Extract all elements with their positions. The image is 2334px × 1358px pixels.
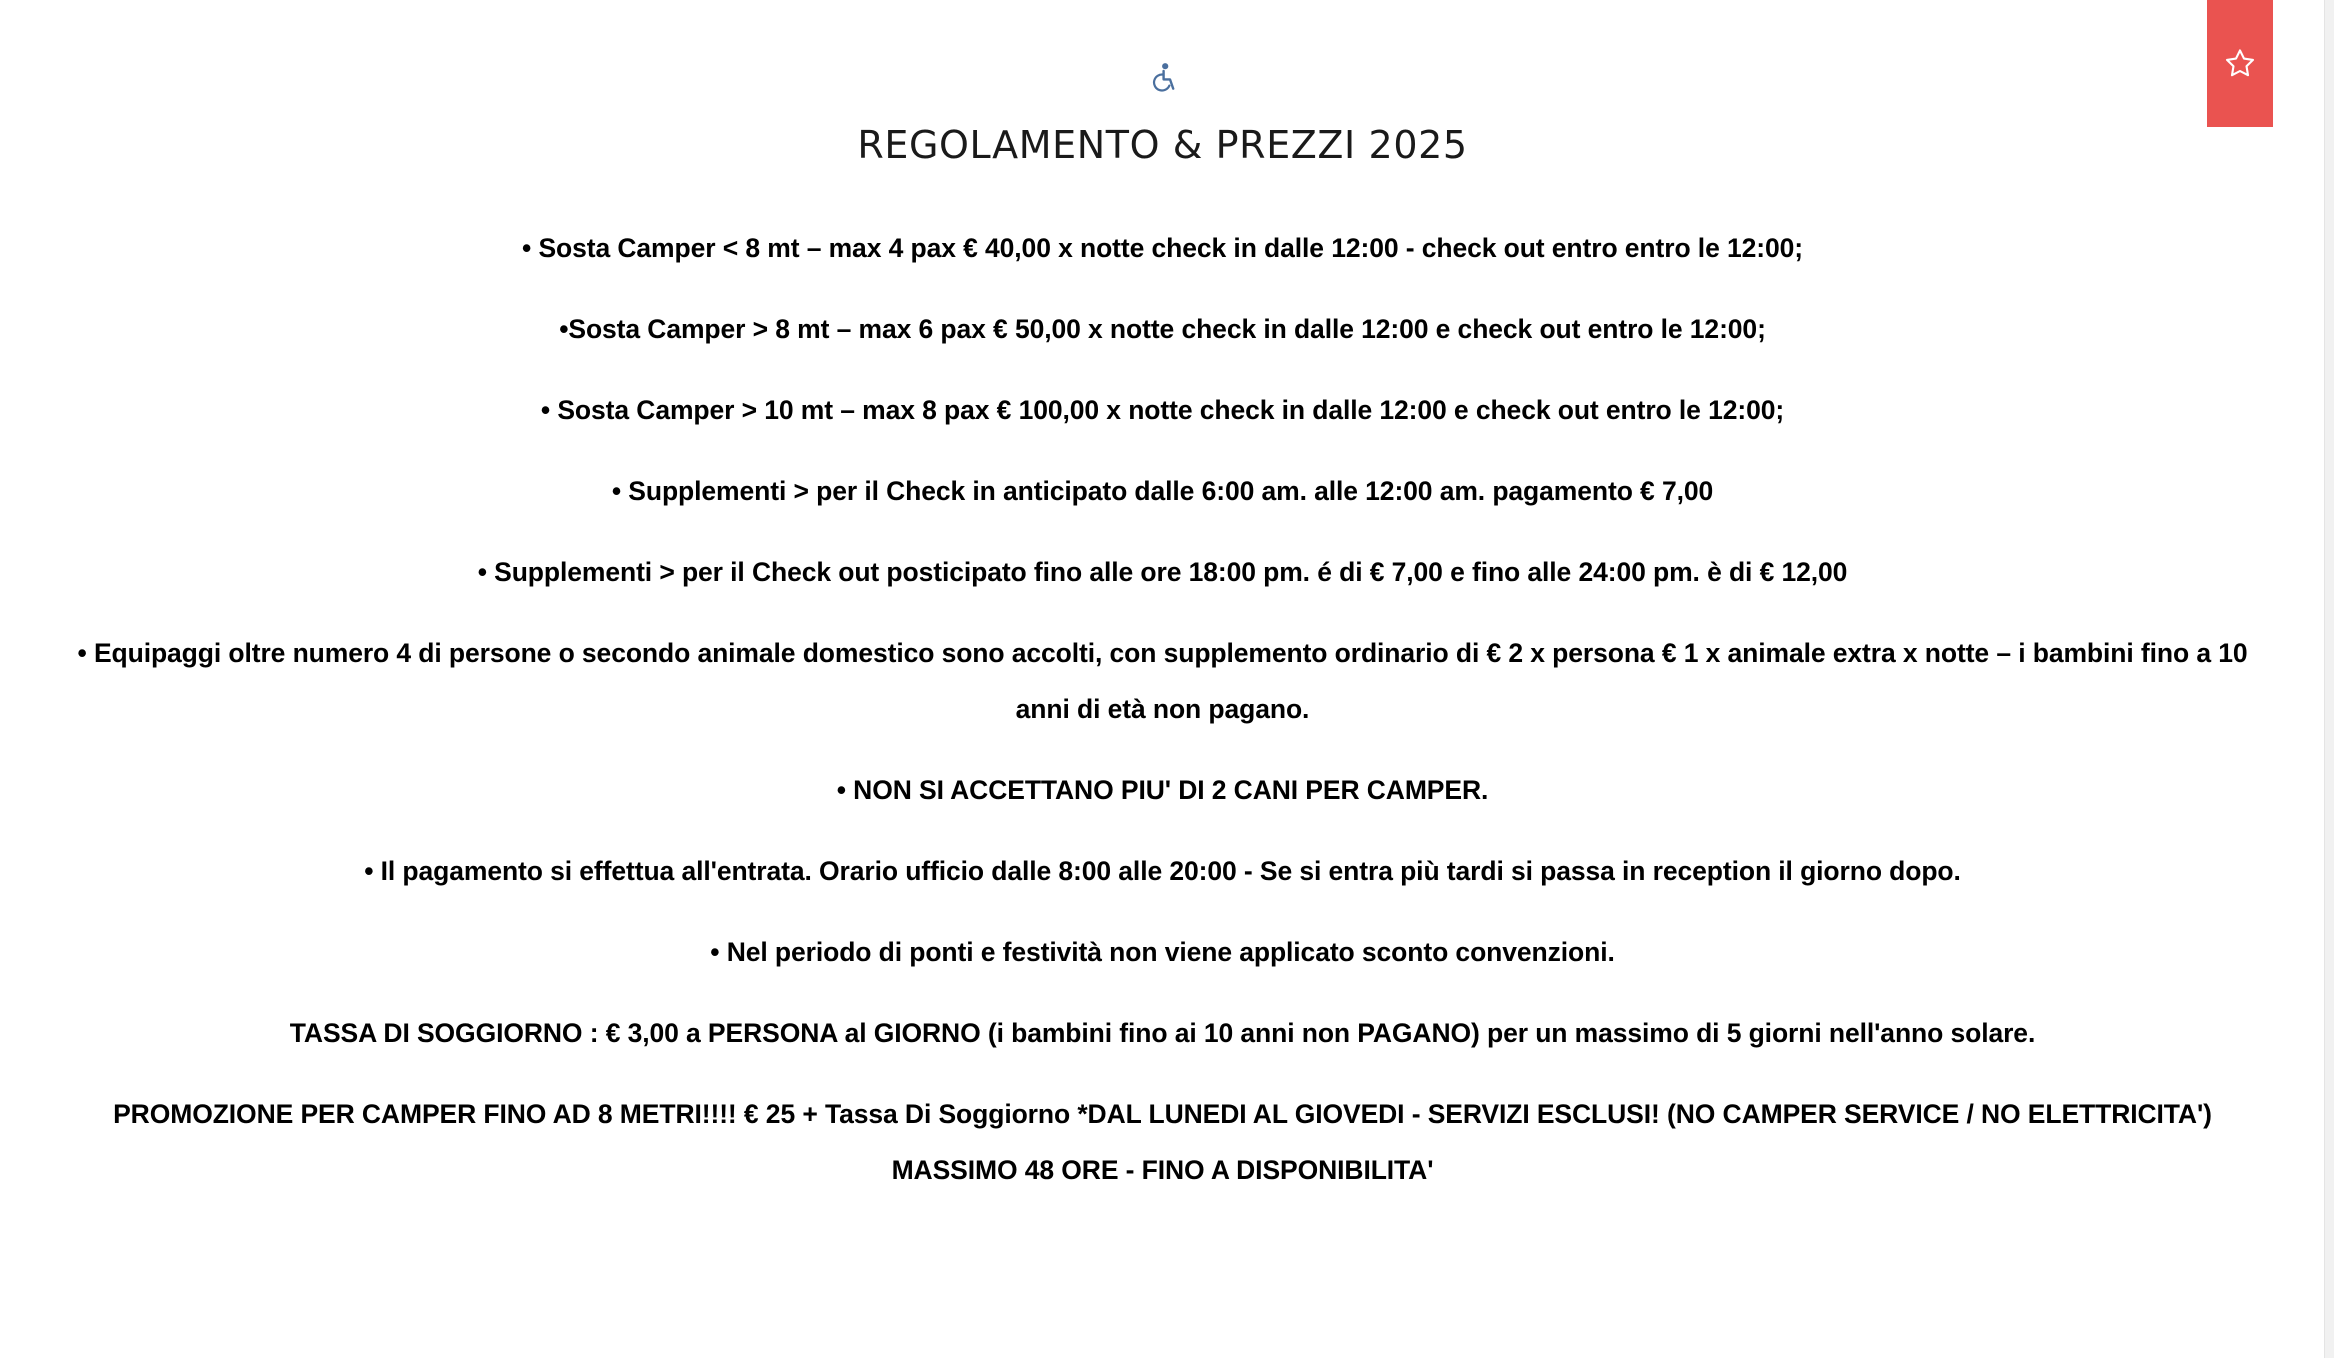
rule-line: PROMOZIONE PER CAMPER FINO AD 8 METRI!!!! € 25 + Tassa Di Soggiorno *DAL LUNEDI AL GIOVEDI - SERVIZI ESCLUSI! (NO CAMPER SERVICE / NO ELETTRICITA') MASSIMO 48 ORE - FINO A DISPONIBILITA' — [113, 1098, 2212, 1185]
rule-line: • Sosta Camper < 8 mt – max 4 pax € 40,00 x notte check in dalle 12:00 - check out entro entro le 12:00; — [522, 232, 1803, 263]
rule-line: • NON SI ACCETTANO PIU' DI 2 CANI PER CAMPER. — [836, 774, 1489, 805]
rule-line: • Supplementi > per il Check out posticipato fino alle ore 18:00 pm. é di € 7,00 e fino alle 24:00 pm. è di € 12,00 — [477, 556, 1848, 587]
review-tab-button[interactable] — [2207, 0, 2273, 127]
rules-list — [66, 170, 2260, 1198]
wheelchair-icon — [1150, 62, 1176, 92]
rule-line: • Sosta Camper > 10 mt – max 8 pax € 100,00 x notte check in dalle 12:00 e check out entro le 12:00; — [540, 394, 1785, 425]
accessibility-icon-row — [0, 62, 2325, 104]
star-icon[interactable] — [2224, 47, 2256, 79]
rule-line: • Il pagamento si effettua all'entrata. Orario ufficio dalle 8:00 alle 20:00 - Se si entra più tardi si passa in reception il giorno dopo. — [364, 855, 1961, 886]
rule-line: • Equipaggi oltre numero 4 di persone o secondo animale domestico sono accolti, con supplemento ordinario di € 2 x persona € 1 x animale extra x notte – i bambini fino a 10 anni di età non pagano. — [77, 637, 2248, 724]
rule-line: • Supplementi > per il Check in anticipato dalle 6:00 am. alle 12:00 am. pagamento € 7,00 — [611, 475, 1714, 506]
rule-line: •Sosta Camper > 8 mt – max 6 pax € 50,00 x notte check in dalle 12:00 e check out entro le 12:00; — [559, 313, 1766, 344]
rule-line: • Nel periodo di ponti e festività non viene applicato sconto convenzioni. — [710, 936, 1615, 967]
scrollbar-track[interactable] — [2324, 0, 2334, 1358]
page-title: REGOLAMENTO & PREZZI 2025 — [857, 123, 1468, 167]
rule-line: TASSA DI SOGGIORNO : € 3,00 a PERSONA al GIORNO (i bambini fino ai 10 anni non PAGANO) per un massimo di 5 giorni nell'anno solare. — [289, 1017, 2036, 1048]
